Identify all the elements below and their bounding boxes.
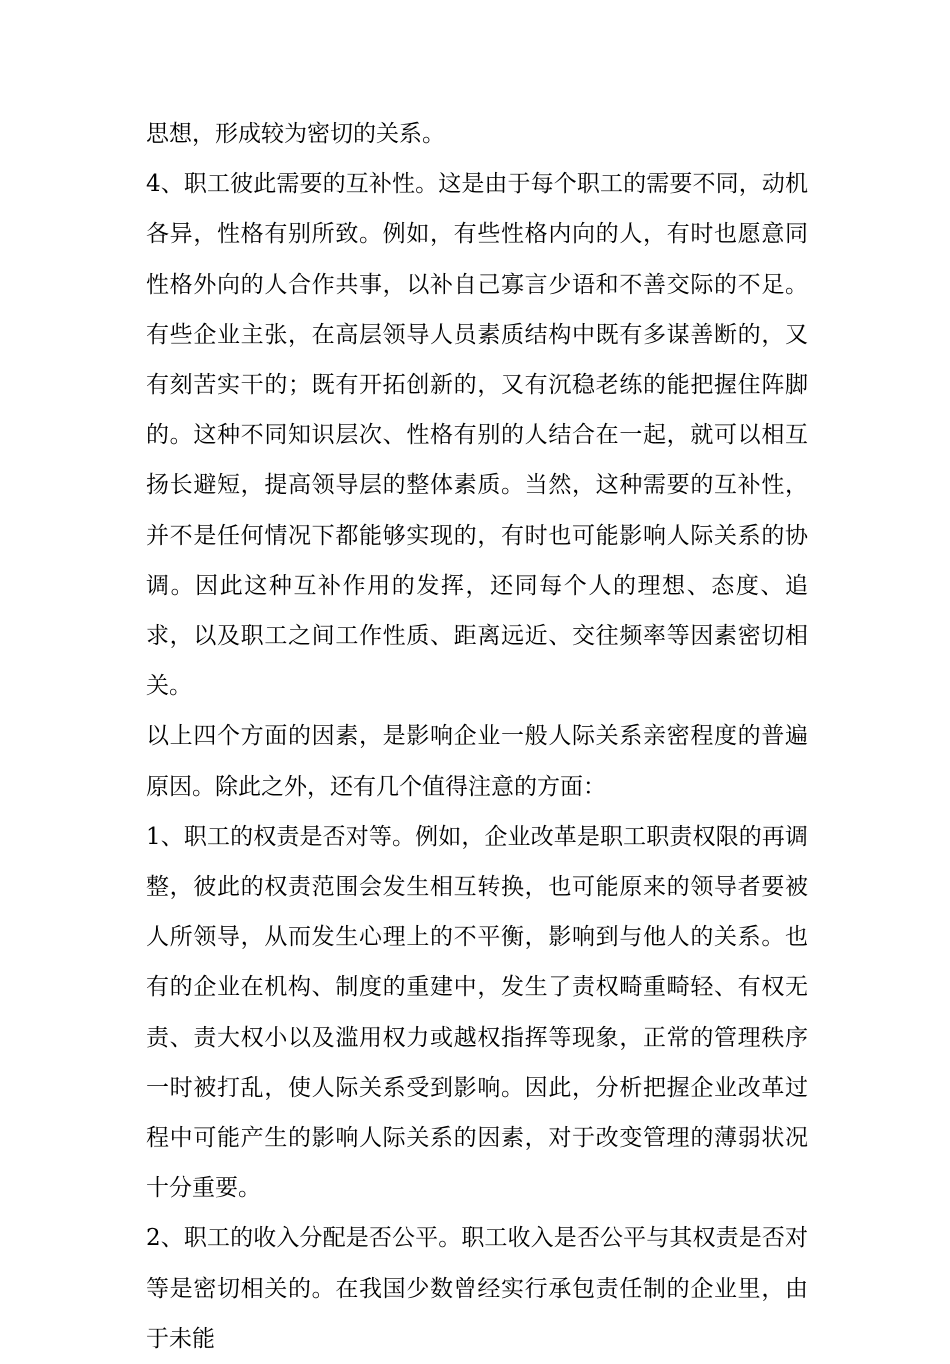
paragraph-income-distribution: 2、职工的收入分配是否公平。职工收入是否公平与其权责是否对等是密切相关的。在我国少数曾经实行承包责任制的企业里，由于未能 [146,1225,808,1352]
paragraph-complementarity: 4、职工彼此需要的互补性。这是由于每个职工的需要不同，动机各异，性格有别所致。例如，有些性格内向的人，有时也愿意同性格外向的人合作共事，以补自己寡言少语和不善交际的不足。有些企业主张，在高层领导人员素质结构中既有多谋善断的，又有刻苦实干的；既有开拓创新的，又有沉稳老练的能把握住阵脚的。这种不同知识层次、性格有别的人结合在一起，就可以相互扬长避短，提高领导层的整体素质。当然，这种需要的互补性，并不是任何情况下都能够实现的，有时也可能影响人际关系的协调。因此这种互补作用的发挥，还同每个人的理想、态度、追求，以及职工之间工作性质、距离远近、交往频率等因素密切相关。 [146,171,808,700]
paragraph-summary: 以上四个方面的因素，是影响企业一般人际关系亲密程度的普遍原因。除此之外，还有几个值得注意的方面： [146,723,808,800]
paragraph-rights-responsibilities: 1、职工的权责是否对等。例如，企业改革是职工职责权限的再调整，彼此的权责范围会发生相互转换，也可能原来的领导者要被人所领导，从而发生心理上的不平衡，影响到与他人的关系。也有的企业在机构、制度的重建中，发生了责权畸重畸轻、有权无责、责大权小以及滥用权力或越权指挥等现象，正常的管理秩序一时被打乱，使人际关系受到影响。因此，分析把握企业改革过程中可能产生的影响人际关系的因素，对于改变管理的薄弱状况十分重要。 [146,823,808,1202]
document-body [146,109,808,1364]
paragraph-continuation: 思想，形成较为密切的关系。 [146,121,445,147]
